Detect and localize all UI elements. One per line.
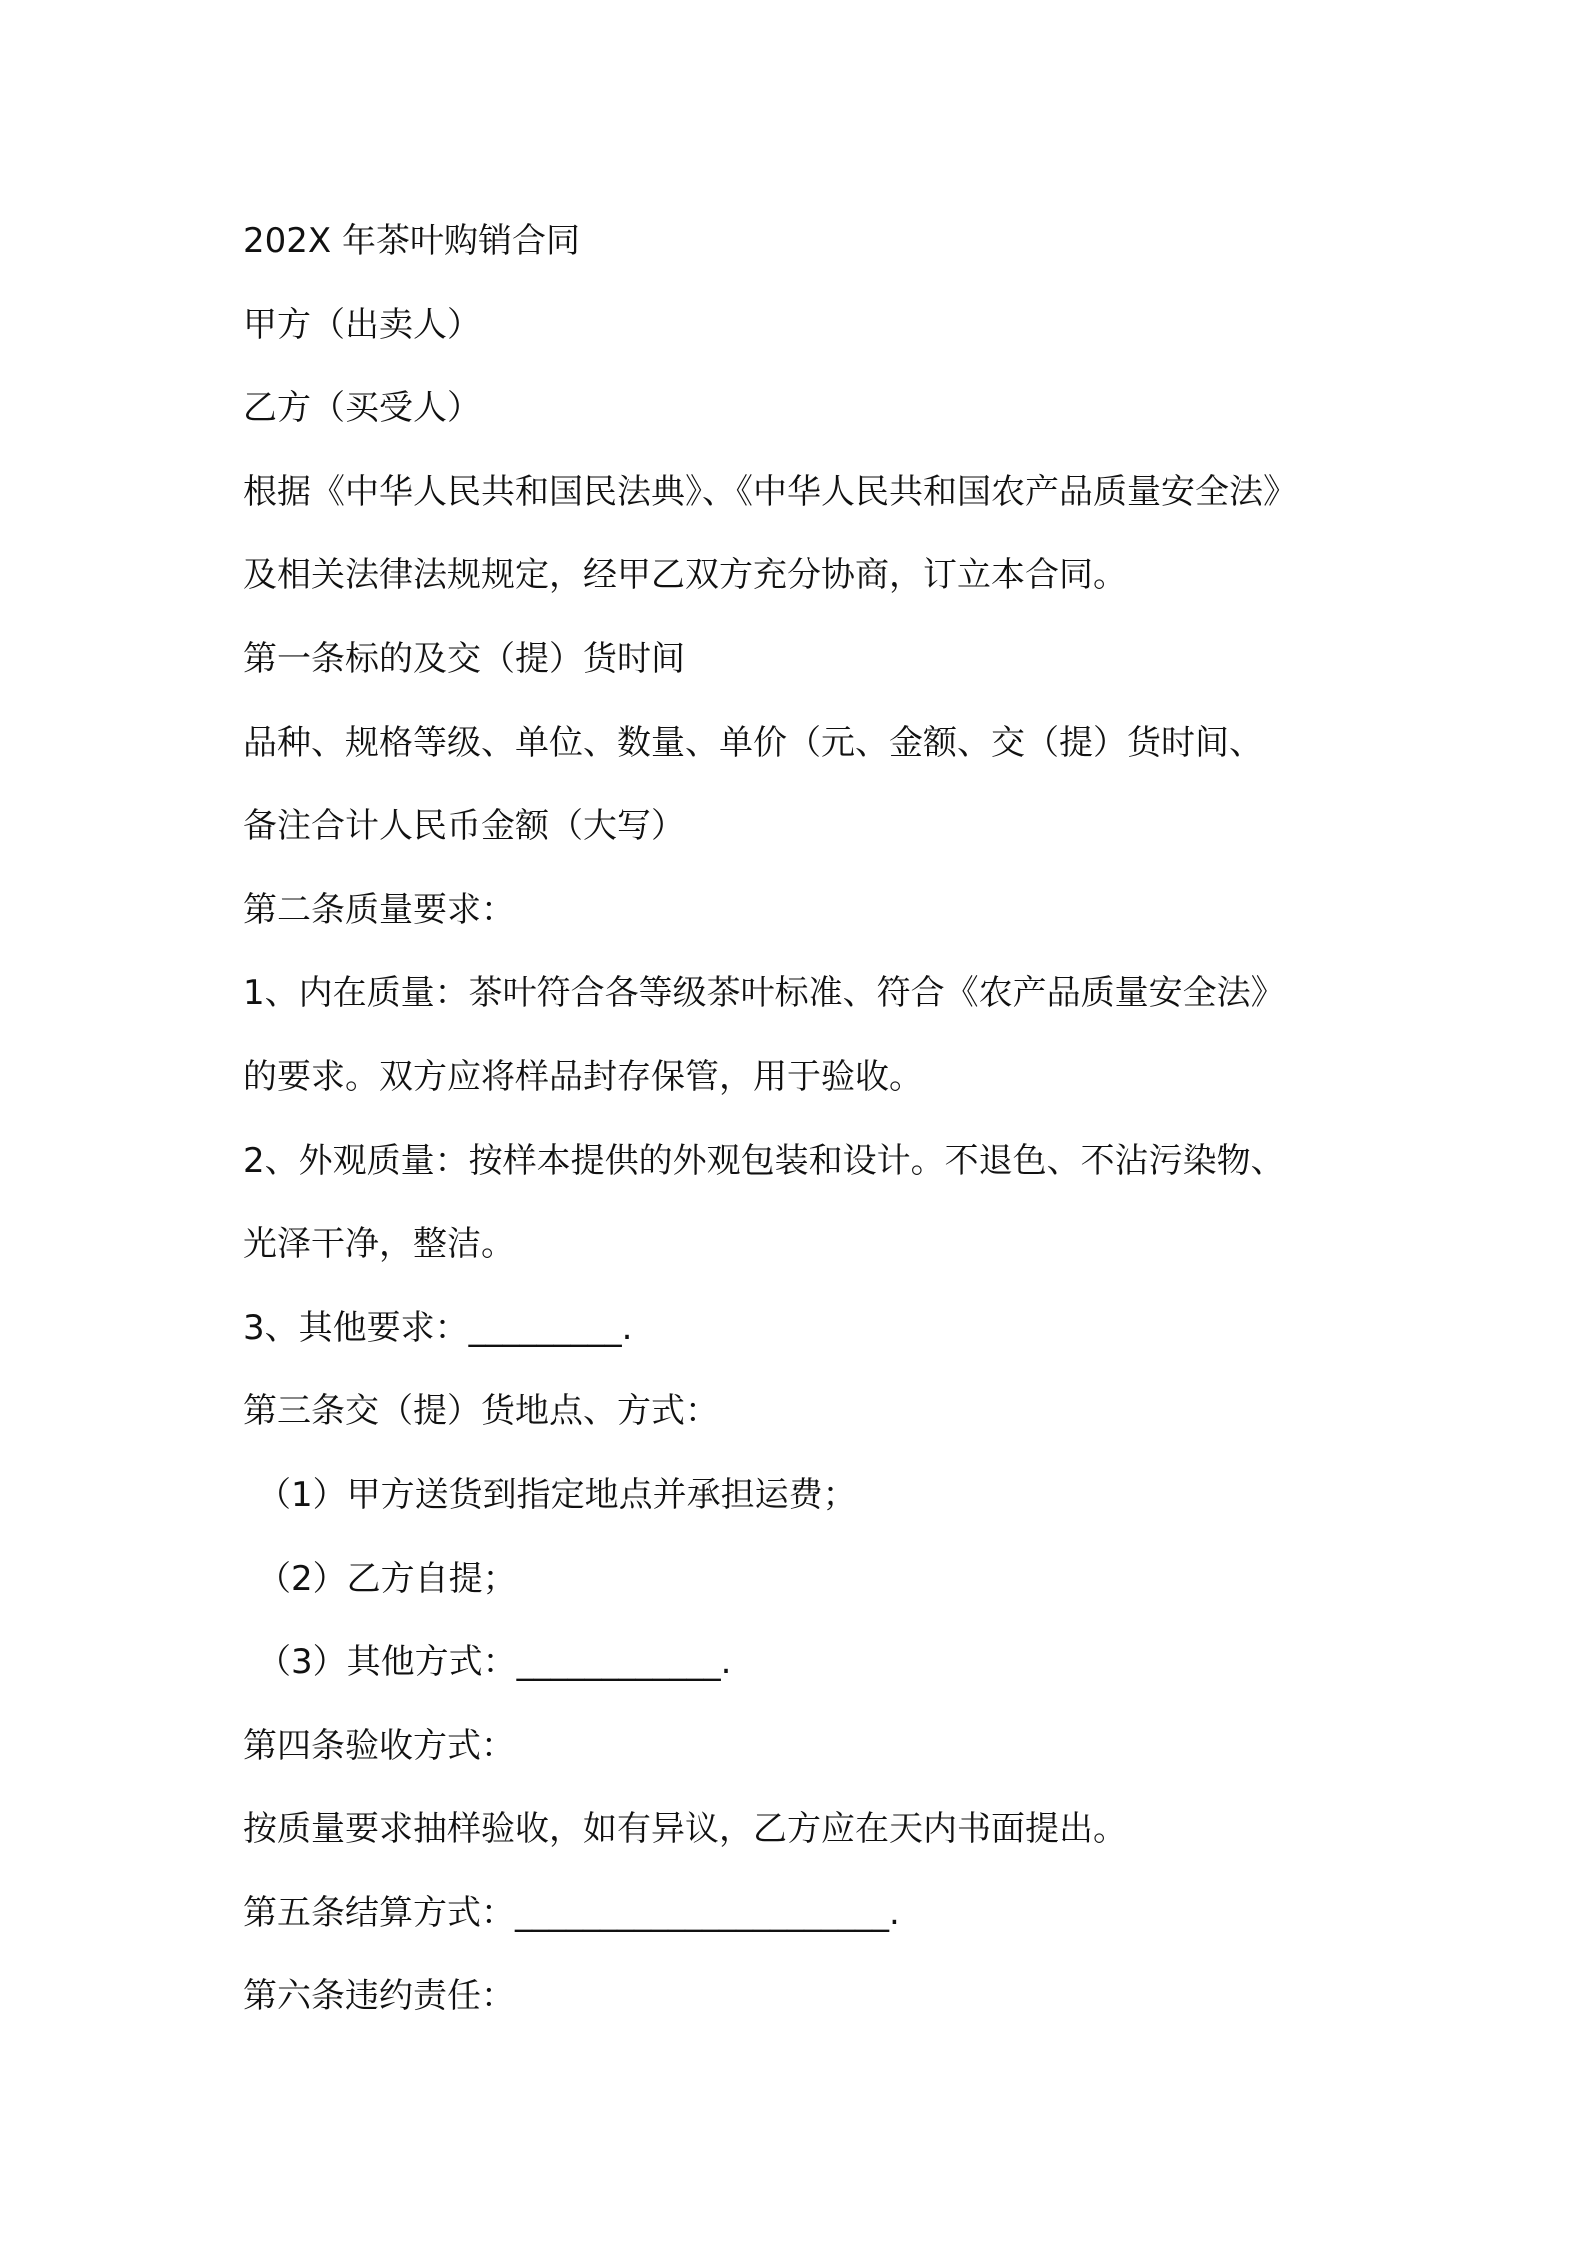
article-1-heading: 第一条标的及交（提）货时间: [243, 638, 685, 679]
delivery-option-2: （2）乙方自提；: [257, 1558, 517, 1599]
article-1-text-line-2: 备注合计人民币金额（大写）: [243, 806, 685, 847]
article-2-heading: 第二条质量要求：: [243, 889, 515, 930]
article-6-heading: 第六条违约责任：: [243, 1976, 515, 2017]
document-title: 202X 年茶叶购销合同: [243, 221, 580, 261]
quality-item-1-line-2: 的要求。双方应将样品封存保管，用于验收。: [243, 1056, 923, 1097]
quality-item-3: 3、其他要求：_________.: [243, 1307, 633, 1348]
legal-basis-line-2: 及相关法律法规规定，经甲乙双方充分协商，订立本合同。: [243, 555, 1127, 596]
acceptance-text: 按质量要求抽样验收，如有异议，乙方应在天内书面提出。: [243, 1809, 1127, 1850]
delivery-option-3: （3）其他方式：____________.: [257, 1642, 732, 1683]
quality-item-2-line-2: 光泽干净，整洁。: [243, 1224, 515, 1265]
document-body: [243, 200, 1383, 2039]
legal-basis-line-1: 根据《中华人民共和国民法典》、《中华人民共和国农产品质量安全法》: [243, 471, 1297, 512]
article-5-heading: 第五条结算方式：______________________.: [243, 1892, 900, 1933]
quality-item-2-line-1: 2、外观质量：按样本提供的外观包装和设计。不退色、不沾污染物、: [243, 1140, 1285, 1181]
article-3-heading: 第三条交（提）货地点、方式：: [243, 1391, 719, 1432]
article-4-heading: 第四条验收方式：: [243, 1725, 515, 1766]
delivery-option-1: （1）甲方送货到指定地点并承担运费；: [257, 1474, 857, 1515]
party-b-line: 乙方（买受人）: [243, 388, 481, 429]
quality-item-1-line-1: 1、内在质量：茶叶符合各等级茶叶标准、符合《农产品质量安全法》: [243, 973, 1285, 1014]
article-1-text-line-1: 品种、规格等级、单位、数量、单价（元、金额、交（提）货时间、: [243, 722, 1263, 763]
party-a-line: 甲方（出卖人）: [243, 304, 481, 345]
